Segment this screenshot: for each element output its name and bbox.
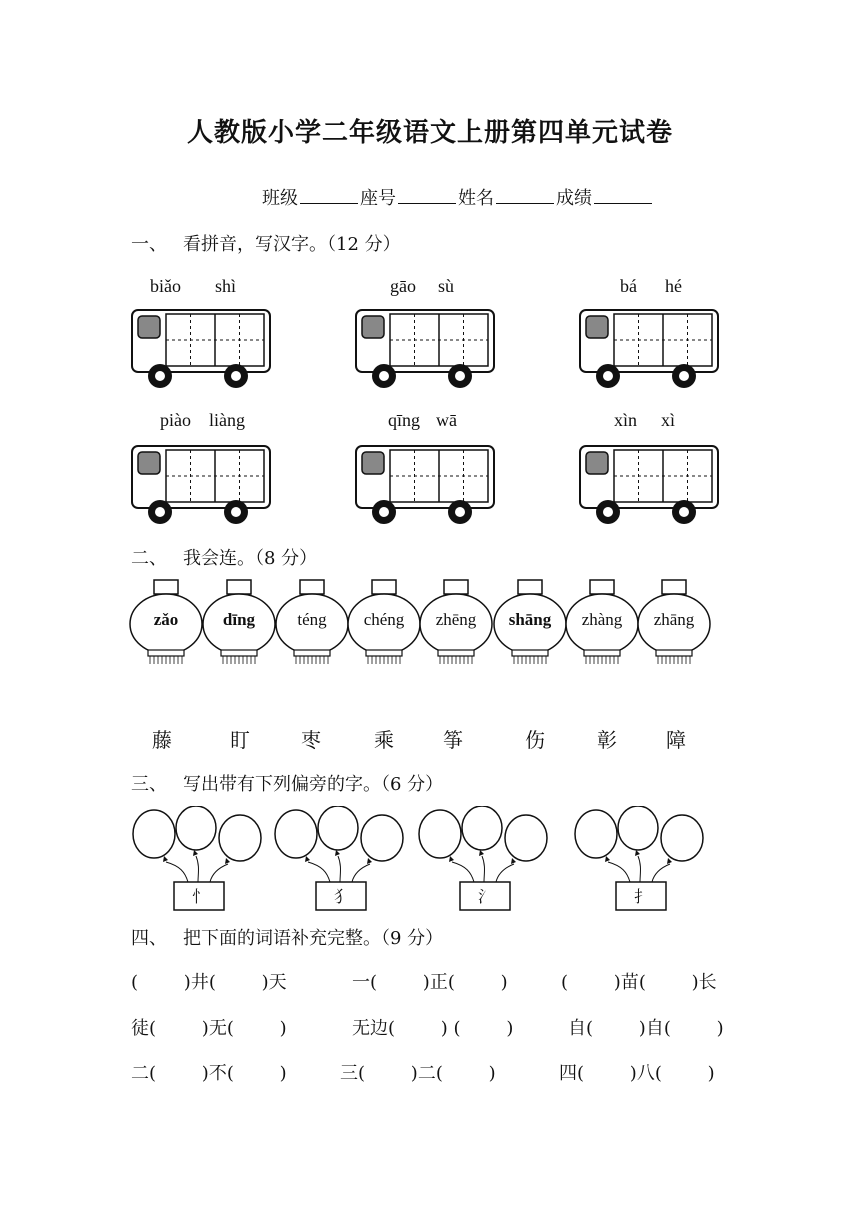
idiom-fill[interactable]: ( )苗( )长 [561, 972, 717, 993]
lantern-pinyin: zhāng [653, 610, 695, 629]
lantern-pinyin: zhàng [581, 610, 623, 629]
bus-icon [130, 308, 274, 394]
lantern-item[interactable] [564, 578, 640, 666]
idiom-fill[interactable]: 三( )二( ) [340, 1063, 496, 1084]
section-number: 一、 [131, 234, 167, 255]
score-blank[interactable] [594, 189, 652, 204]
match-character[interactable]: 藤 [152, 728, 172, 752]
balloon-group [416, 806, 566, 912]
lantern-item[interactable] [201, 578, 277, 666]
section-number: 三、 [131, 774, 167, 795]
idiom-fill[interactable]: ( )井( )天 [131, 972, 287, 993]
idiom-fill[interactable]: 一( )正( ) [352, 972, 508, 993]
bus-icon [578, 444, 722, 530]
lantern-pinyin: zǎo [153, 610, 179, 629]
idiom-fill[interactable]: 二( )不( ) [131, 1063, 287, 1084]
bus-icon [354, 308, 498, 394]
section-text: 我会连。（8 分） [183, 548, 318, 569]
lantern-item[interactable] [418, 578, 494, 666]
page-title: 人教版小学二年级语文上册第四单元试卷 [186, 118, 673, 148]
section-number: 四、 [131, 928, 167, 949]
class-label: 班级 [262, 188, 298, 209]
section-text: 把下面的词语补充完整。（9 分） [183, 928, 444, 949]
name-blank[interactable] [496, 189, 554, 204]
class-blank[interactable] [300, 189, 358, 204]
match-character[interactable]: 盯 [230, 728, 250, 752]
section-4-heading [131, 924, 443, 950]
lantern-pinyin: chéng [363, 610, 405, 629]
pinyin-1: biǎo shì [150, 276, 237, 296]
lantern-pinyin: téng [297, 610, 327, 629]
balloon-group [130, 806, 280, 912]
match-character[interactable]: 彰 [597, 728, 617, 752]
bus-icon [130, 444, 274, 530]
lantern-pinyin: shāng [508, 610, 552, 629]
radical-label: 扌 [634, 887, 651, 906]
radical-label: 忄 [192, 887, 209, 906]
pinyin-5: qīng wā [388, 410, 458, 430]
section-text: 看拼音，写汉字。（12 分） [183, 234, 401, 255]
lantern-item[interactable] [492, 578, 568, 666]
section-2-heading [131, 544, 317, 570]
idiom-fill[interactable]: 无边( ) ( ) [352, 1018, 514, 1039]
section-1-heading [131, 230, 401, 256]
match-character[interactable]: 筝 [443, 728, 463, 752]
radical-label: 犭 [334, 887, 351, 906]
seat-blank[interactable] [398, 189, 456, 204]
pinyin-6: xìn xì [614, 410, 676, 430]
idiom-fill[interactable]: 自( )自( ) [568, 1018, 724, 1039]
balloon-group [572, 806, 722, 912]
name-label: 姓名 [458, 188, 494, 209]
section-text: 写出带有下列偏旁的字。（6 分） [183, 774, 444, 795]
lantern-item[interactable] [346, 578, 422, 666]
lantern-item[interactable] [636, 578, 712, 666]
score-label: 成绩 [556, 188, 592, 209]
idiom-fill[interactable]: 四( )八( ) [559, 1063, 715, 1084]
pinyin-4: piào liàng [160, 410, 245, 430]
match-character[interactable]: 障 [666, 728, 686, 752]
bus-icon [354, 444, 498, 530]
lantern-pinyin: dīng [222, 610, 256, 629]
match-character[interactable]: 乘 [374, 728, 394, 752]
section-3-heading [131, 770, 443, 796]
match-character[interactable]: 枣 [301, 728, 321, 752]
pinyin-3: bá hé [620, 276, 682, 296]
lantern-item[interactable] [128, 578, 204, 666]
lantern-item[interactable] [274, 578, 350, 666]
student-info-line [262, 184, 654, 210]
match-character[interactable]: 伤 [525, 728, 545, 752]
pinyin-2: gāo sù [390, 276, 455, 296]
idiom-fill[interactable]: 徒( )无( ) [131, 1018, 287, 1039]
lantern-pinyin: zhēng [435, 610, 477, 629]
seat-label: 座号 [360, 188, 396, 209]
section-number: 二、 [131, 548, 167, 569]
radical-label: 氵 [478, 887, 495, 906]
balloon-group [272, 806, 422, 912]
bus-icon [578, 308, 722, 394]
